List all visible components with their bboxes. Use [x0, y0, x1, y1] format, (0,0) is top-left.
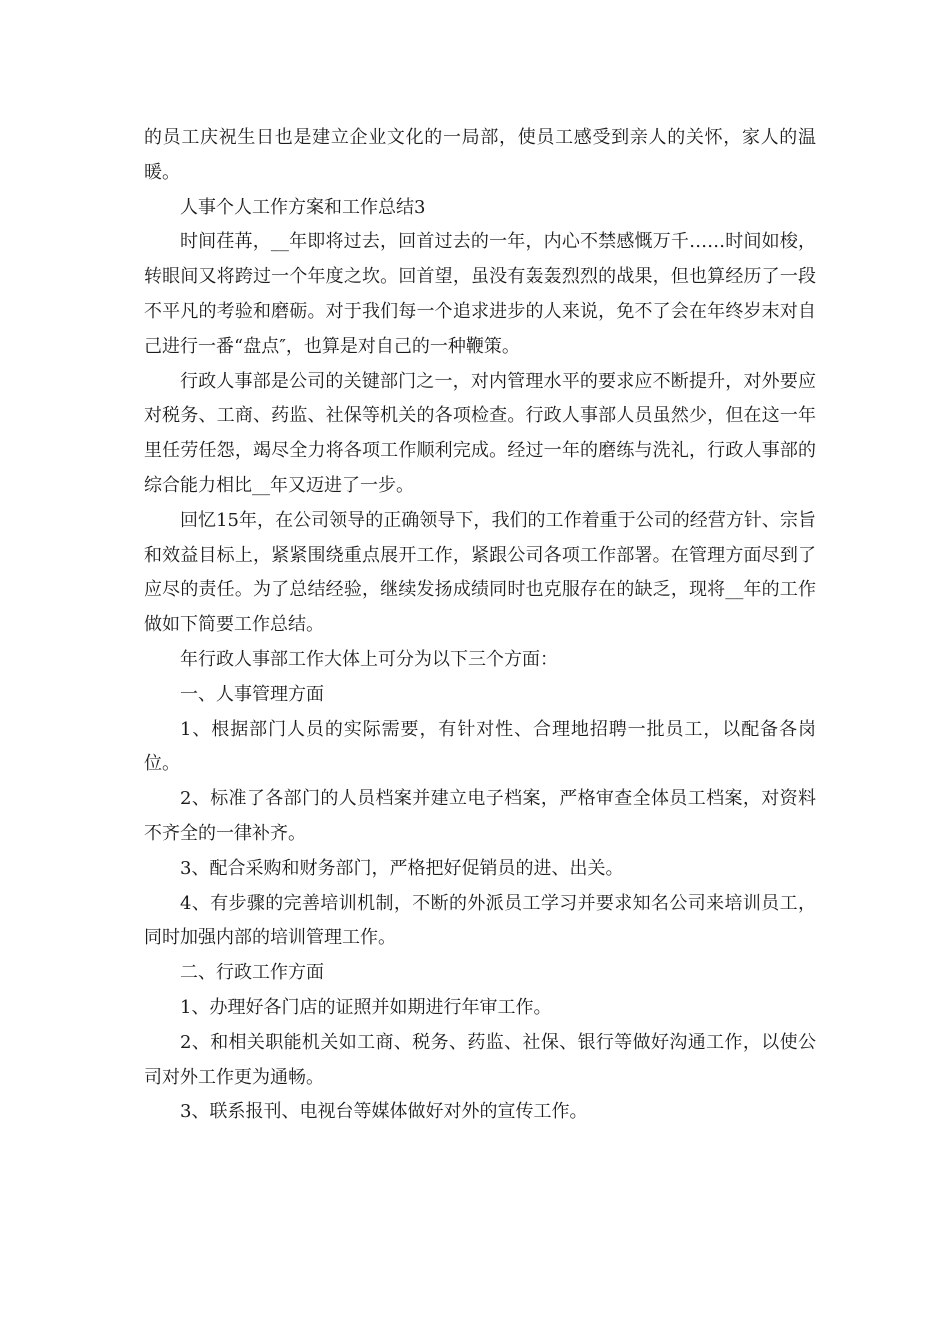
paragraph-overview: 年行政人事部工作大体上可分为以下三个方面： [180, 648, 558, 670]
list-item: 3、配合采购和财务部门，严格把好促销员的进、出关。 [180, 857, 624, 879]
paragraph-review: 回忆15年，在公司领导的正确领导下，我们的工作着重于公司的经营方针、宗旨和效益目标上，紧紧围绕重点展开工作，紧跟公司各项工作部署。在管理方面尽到了应尽的责任。为了总结经验，继续发扬成绩同时也克服存在的缺乏，现将__年的工作做如下简要工作总结。 [144, 509, 816, 636]
heading-administration: 二、行政工作方面 [180, 962, 324, 984]
heading-personnel: 一、人事管理方面 [180, 683, 324, 705]
list-item: 1、办理好各门店的证照并如期进行年审工作。 [180, 996, 552, 1018]
list-item: 2、和相关职能机关如工商、税务、药监、社保、银行等做好沟通工作，以使公司对外工作更为通畅。 [144, 1031, 816, 1088]
list-item: 4、有步骤的完善培训机制，不断的外派员工学习并要求知名公司来培训员工，同时加强内部的培训管理工作。 [144, 892, 816, 949]
document-body [144, 121, 816, 1130]
list-item: 2、标准了各部门的人员档案并建立电子档案，严格审查全体员工档案，对资料不齐全的一律补齐。 [144, 788, 816, 844]
paragraph-department: 行政人事部是公司的关键部门之一，对内管理水平的要求应不断提升，对外要应对税务、工商、药监、社保等机关的各项检查。行政人事部人员虽然少，但在这一年里任劳任怨，竭尽全力将各项工作顺利完成。经过一年的磨练与洗礼，行政人事部的综合能力相比__年又迈进了一步。 [144, 370, 816, 496]
section-title: 人事个人工作方案和工作总结3 [180, 196, 426, 218]
list-item: 3、联系报刊、电视台等媒体做好对外的宣传工作。 [180, 1101, 588, 1123]
list-item: 1、根据部门人员的实际需要，有针对性、合理地招聘一批员工，以配备各岗位。 [144, 718, 816, 775]
paragraph-continuation: 的员工庆祝生日也是建立企业文化的一局部，使员工感受到亲人的关怀，家人的温暖。 [144, 127, 816, 183]
paragraph-intro: 时间荏苒，__年即将过去，回首过去的一年，内心不禁感慨万千……时间如梭，转眼间又将跨过一个年度之坎。回首望，虽没有轰轰烈烈的战果，但也算经历了一段不平凡的考验和磨砺。对于我们每一个追求进步的人来说，免不了会在年终岁末对自己进行一番“盘点″，也算是对自己的一种鞭策。 [144, 231, 816, 357]
